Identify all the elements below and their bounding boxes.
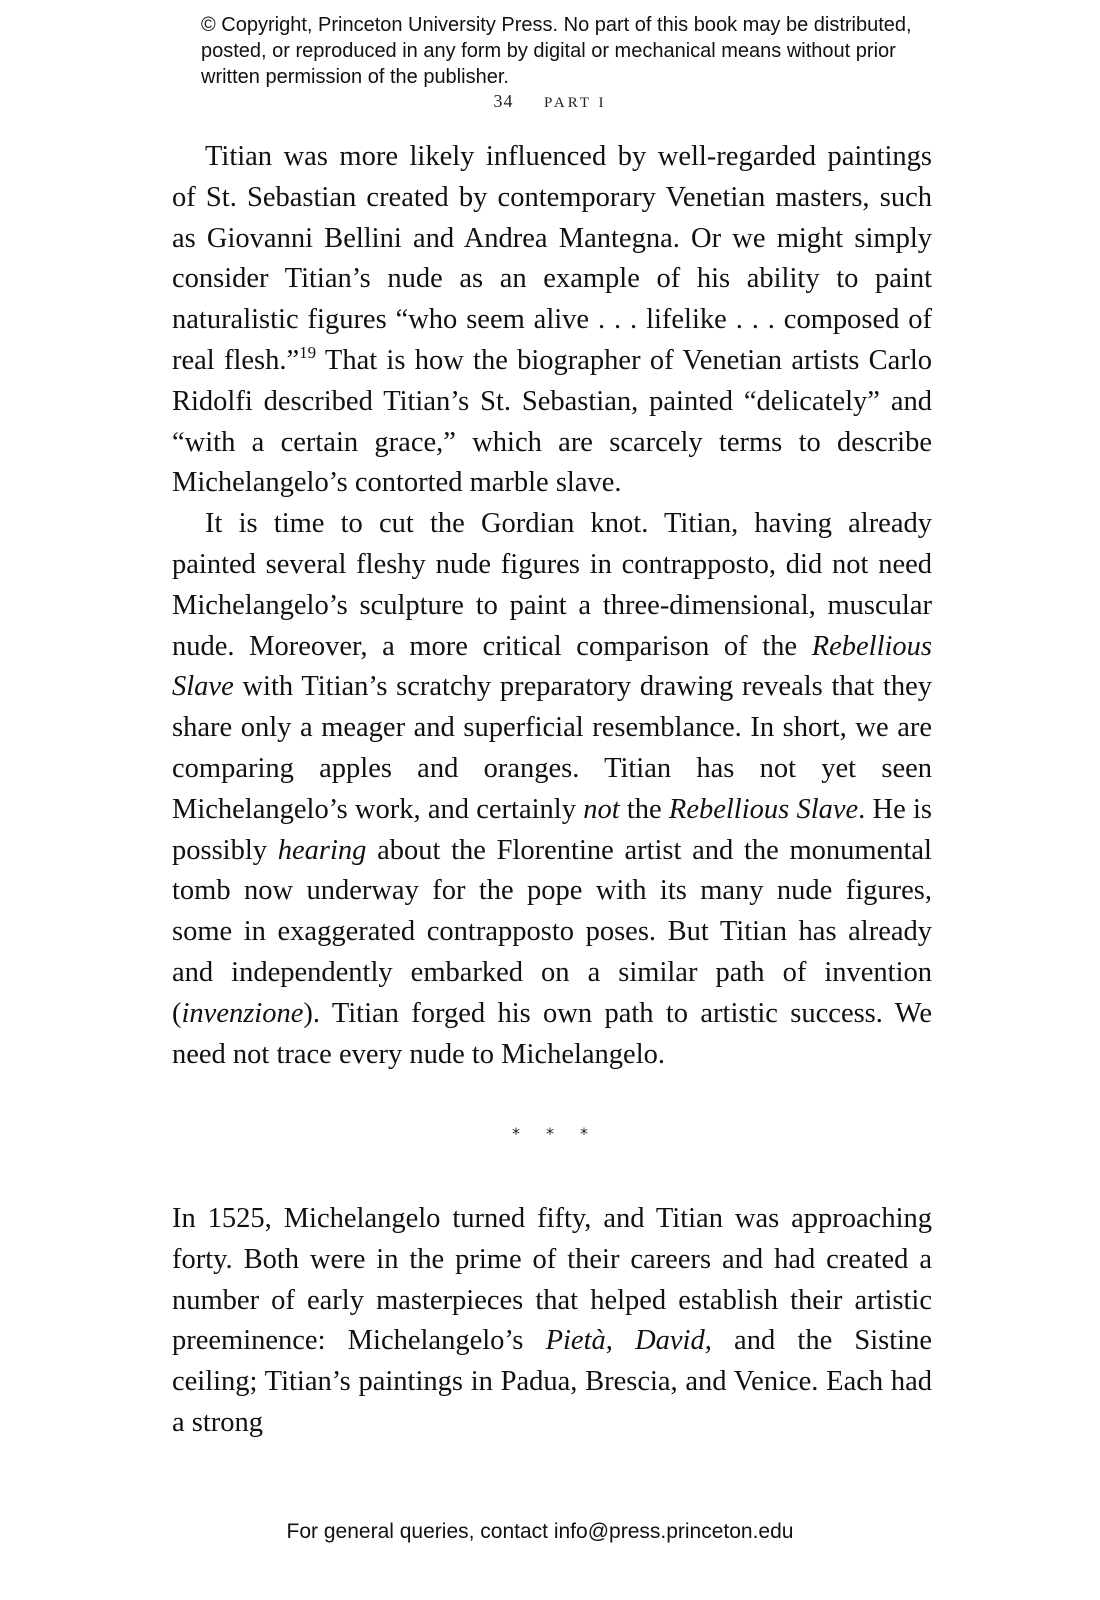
italic-term: invenzione [181, 997, 304, 1029]
text-run: That is how the biographer of Venetian artists Carlo Ridolfi described Titian’s St. Sebastian, painted “delicately” and “with a certain grace,” which are scarcely terms to describe Michelangelo’s contorted marble slave. [172, 344, 932, 499]
footnote-reference: 19 [299, 342, 317, 362]
paragraph [172, 137, 932, 504]
text-run: It is time to cut the Gordian knot. Titian, having already painted several fleshy nude figures in contrapposto, did not need Michelangelo’s sculpture to paint a three-dimensional, muscular nude. Moreover, a more critical comparison of the [172, 508, 932, 662]
text-run: ). Titian forged his own path to artistic success. We need not trace every nude to Michelangelo. [172, 997, 932, 1070]
italic-title: David [635, 1325, 705, 1357]
paragraph [172, 504, 932, 1075]
part-label: PART I [543, 95, 607, 111]
text-run: In 1525, Michelangelo turned fifty, and Titian was approaching forty. Both were in the prime of their careers and had created a number of early masterpieces that helped establish their artistic preeminence: Michelangelo’s [172, 1203, 932, 1357]
section-break-ornament [0, 1124, 1100, 1143]
running-head [0, 91, 1100, 112]
italic-emphasis: not [583, 793, 620, 825]
italic-title: Pietà [545, 1325, 606, 1357]
text-run: about the Florentine artist and the monumental tomb now underway for the pope with its many nude figures, some in exaggerated contrapposto poses. But Titian has already and independently embarked on a similar path of invention ( [172, 834, 932, 1029]
italic-title: Rebellious Slave [172, 630, 932, 703]
body-text [172, 137, 932, 1075]
text-run: Titian was more likely influenced by well-regarded paintings of St. Sebastian created by contemporary Venetian masters, such as Giovanni Bellini and Andrea Mantegna. Or we might simply consider Titian’s nude as an example of his ability to paint naturalistic figures “who seem alive . . . lifelike . . . composed of real flesh.” [172, 141, 932, 376]
asterisk: * [512, 1124, 520, 1143]
text-run: with Titian’s scratchy preparatory drawing reveals that they share only a meager and superficial resemblance. In short, we are comparing apples and oranges. Titian has not yet seen Michelangelo’s work, and certainly [172, 671, 932, 825]
italic-title: Rebellious Slave [668, 793, 859, 825]
footer-contact: For general queries, contact info@press.princeton.edu [286, 1520, 794, 1543]
paragraph [172, 1199, 932, 1444]
text-run: , [605, 1325, 636, 1357]
body-text-section-2 [172, 1199, 932, 1444]
asterisk: * [580, 1124, 588, 1143]
italic-emphasis: hearing [277, 834, 367, 866]
text-run: . He is possibly [172, 793, 933, 866]
copyright-notice: © Copyright, Princeton University Press. No part of this book may be distributed, posted, or reproduced in any form by digital or mechanical means without prior written permission of the publisher. [201, 14, 912, 88]
page-number: 34 [493, 91, 514, 111]
asterisk: * [546, 1124, 554, 1143]
text-run: the [619, 793, 669, 825]
text-run: , and the Sistine ceiling; Titian’s paintings in Padua, Brescia, and Venice. Each had a strong [172, 1325, 933, 1438]
